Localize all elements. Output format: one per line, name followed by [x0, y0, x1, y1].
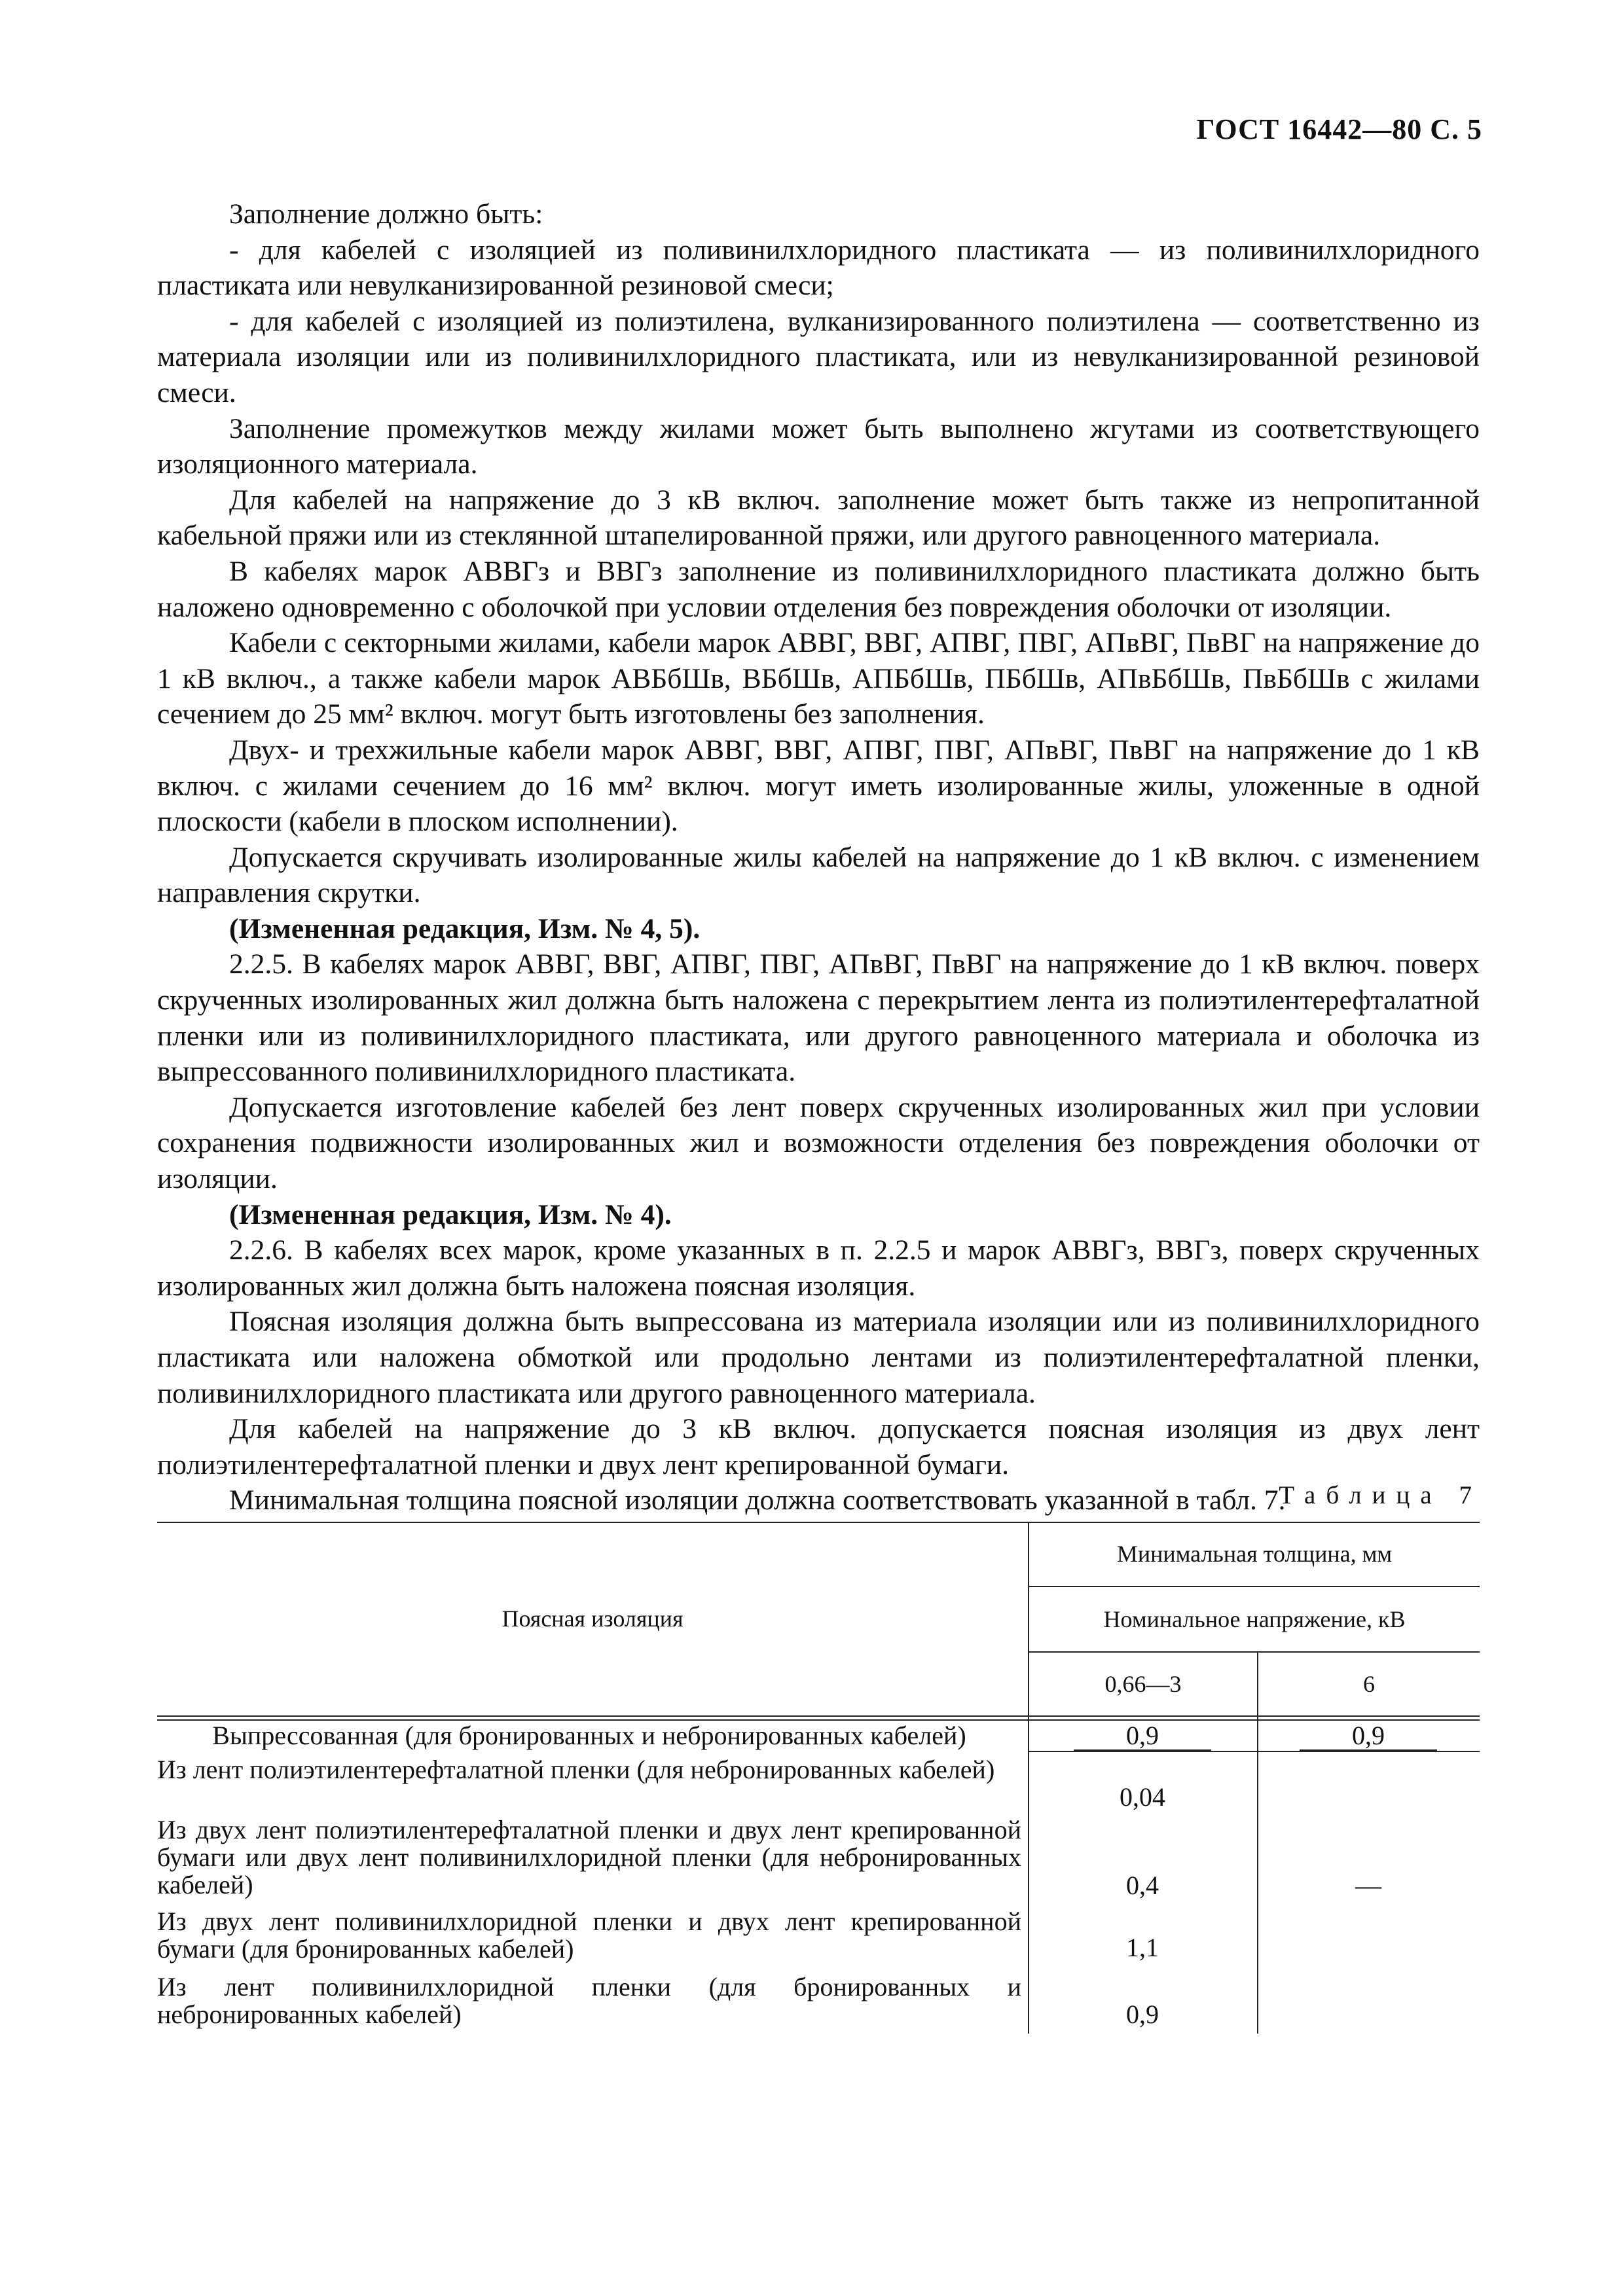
- table-7: [157, 1522, 1480, 2034]
- row-value-0-66-3: 0,4: [1126, 1871, 1159, 1900]
- table-header-rule: [157, 1715, 1480, 1717]
- row-value-0-66-3: 1,1: [1126, 1933, 1159, 1962]
- row-value-6: 0,9: [1300, 1722, 1437, 1751]
- paragraph: Допускается изготовление кабелей без лент поверх скрученных изолированных жил при условии сохранения подвижности изолированных жил и возможности отделения без повреждения оболочки от изоляции.: [157, 1091, 1480, 1195]
- row-value-0-66-3: 0,04: [1120, 1782, 1165, 1812]
- header-cell-min-thickness: Минимальная толщина, мм: [1116, 1541, 1393, 1567]
- row-value-0-66-3: 0,9: [1126, 2000, 1159, 2029]
- row-label: Из двух лент поливинилхлоридной пленки и двух лент крепированной бумаги (для бронированных кабелей): [157, 1907, 1021, 1964]
- row-value-0-66-3: 0,9: [1074, 1722, 1211, 1751]
- header-cell-voltage-0-66-3: 0,66—3: [1104, 1671, 1182, 1697]
- row-label: Из лент поливинилхлоридной пленки (для бронированных и небронированных кабелей): [157, 1972, 1021, 2029]
- paragraph: 2.2.6. В кабелях всех марок, кроме указанных в п. 2.2.5 и марок АВВГз, ВВГз, поверх скрученных изолированных жил должна быть наложена поясная изоляция.: [157, 1234, 1480, 1302]
- paragraph: 2.2.5. В кабелях марок АВВГ, ВВГ, АПВГ, ПВГ, АПвВГ, ПвВГ на напряжение до 1 кВ включ. поверх скрученных изолированных жил должна быть наложена с перекрытием лента из полиэтилентерефталатной пленки или из поливинилхлоридного пластиката, или другого равноценного материала и оболочка из выпрессованного поливинилхлоридного пластиката.: [157, 948, 1480, 1088]
- row-label: Выпрессованная (для бронированных и небронированных кабелей): [212, 1721, 966, 1750]
- amendment-note: (Измененная редакция, Изм. № 4).: [229, 1198, 672, 1230]
- table-rule: [1028, 1751, 1480, 1752]
- paragraph: Двух- и трехжильные кабели марок АВВГ, ВВГ, АПВГ, ПВГ, АПвВГ, ПвВГ на напряжение до 1 кВ включ. с жилами сечением до 16 мм² включ. могут иметь изолированные жилы, уложенные в одной плоскости (кабели в плоском исполнении).: [157, 734, 1480, 838]
- paragraph: Допускается скручивать изолированные жилы кабелей на напряжение до 1 кВ включ. с изменением направления скрутки.: [157, 841, 1480, 909]
- paragraph: В кабелях марок АВВГз и ВВГз заполнение из поливинилхлоридного пластиката должно быть наложено одновременно с оболочкой при условии отделения без повреждения оболочки от изоляции.: [157, 555, 1480, 623]
- header-cell-insulation: Поясная изоляция: [501, 1605, 684, 1632]
- paragraph: Заполнение должно быть:: [229, 198, 543, 230]
- row-label: Из лент полиэтилентерефталатной пленки (для небронированных кабелей): [157, 1755, 995, 1784]
- paragraph: Минимальная толщина поясной изоляции должна соответствовать указанной в табл. 7.: [229, 1484, 1286, 1516]
- paragraph: Для кабелей на напряжение до 3 кВ включ. заполнение может быть также из непропитанной кабельной пряжи или из стеклянной штапелированной пряжи, или другого равноценного материала.: [157, 484, 1480, 552]
- table-caption: Таблица 7: [1279, 1481, 1482, 1509]
- document-body: [157, 196, 1480, 1518]
- paragraph: Кабели с секторными жилами, кабели марок АВВГ, ВВГ, АПВГ, ПВГ, АПвВГ, ПвВГ на напряжение до 1 кВ включ., а также кабели марок АВБбШв, ВБбШв, АПБбШв, ПБбШв, АПвБбШв, ПвБбШв с жилами сечением до 25 мм² включ. могут быть изготовлены без заполнения.: [157, 627, 1480, 730]
- paragraph: - для кабелей с изоляцией из полиэтилена, вулканизированного полиэтилена — соответственно из материала изоляции или из поливинилхлоридного пластиката, или из невулканизированной резиновой смеси.: [157, 305, 1480, 408]
- header-cell-nominal-voltage: Номинальное напряжение, кВ: [1103, 1606, 1406, 1632]
- page-header: ГОСТ 16442—80 С. 5: [1196, 113, 1482, 145]
- paragraph: Поясная изоляция должна быть выпрессована из материала изоляции или из поливинилхлоридного пластиката или наложена обмоткой или продольно лентами из полиэтилентерефталатной пленки, поливинилхлоридного пластиката или другого равноценного материала.: [157, 1306, 1480, 1409]
- amendment-note: (Измененная редакция, Изм. № 4, 5).: [229, 912, 701, 944]
- paragraph: Заполнение промежутков между жилами может быть выполнено жгутами из соответствующего изоляционного материала.: [157, 412, 1480, 480]
- row-label: Из двух лент полиэтилентерефталатной пленки и двух лент крепированной бумаги или двух лент поливинилхлоридной пленки (для небронированных кабелей): [157, 1815, 1021, 1899]
- paragraph: Для кабелей на напряжение до 3 кВ включ. допускается поясная изоляция из двух лент полиэтилентерефталатной пленки и двух лент крепированной бумаги.: [157, 1413, 1480, 1480]
- paragraph: - для кабелей с изоляцией из поливинилхлоридного пластиката — из поливинилхлоридного пластиката или невулканизированной резиновой смеси;: [157, 234, 1480, 302]
- header-cell-voltage-6: 6: [1363, 1671, 1375, 1697]
- merged-value-6: —: [1355, 1871, 1381, 1900]
